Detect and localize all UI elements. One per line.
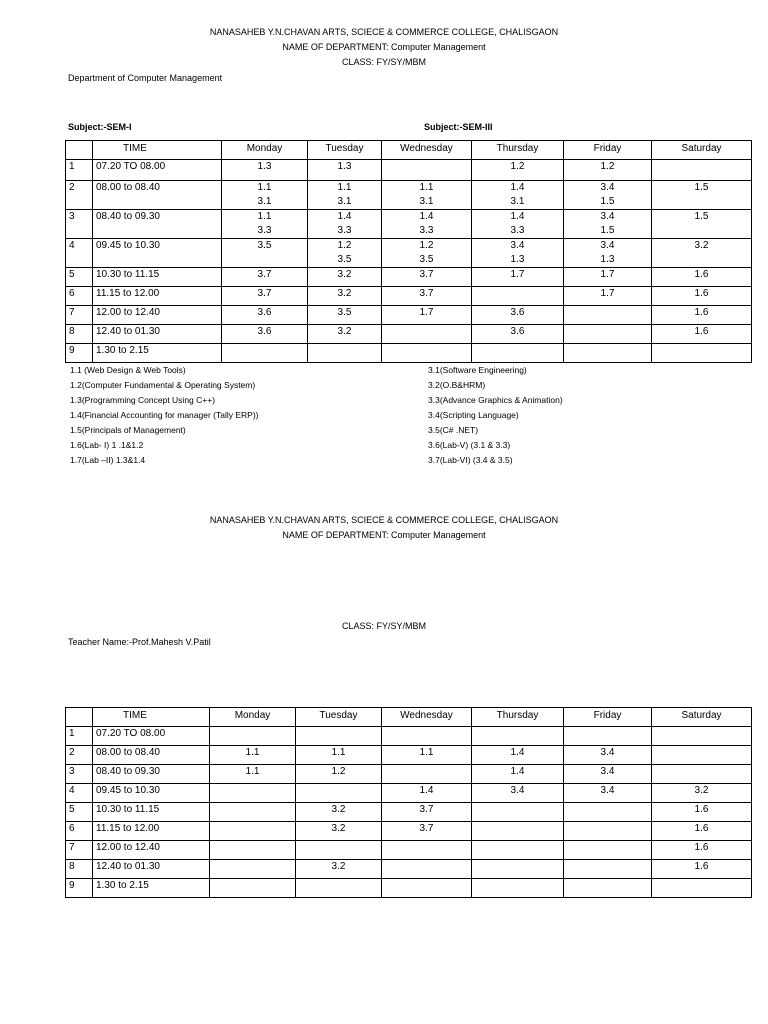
subject-sem-3: Subject:-SEM-III — [424, 122, 493, 132]
cell-time: 12.40 to 01.30 — [93, 325, 222, 344]
table-row — [66, 239, 752, 268]
cell-monday: 3.5 — [222, 239, 308, 268]
cell-friday: 3.4 1.5 — [564, 181, 652, 210]
cell-tuesday — [296, 879, 382, 898]
cell-period: 5 — [66, 803, 93, 822]
cell-time: 08.40 to 09.30 — [93, 210, 222, 239]
table-row — [66, 822, 752, 841]
header-wednesday: Wednesday — [382, 708, 472, 727]
cell-monday — [210, 784, 296, 803]
cell-saturday — [652, 160, 752, 181]
cell-thursday — [472, 860, 564, 879]
cell-friday: 3.4 1.3 — [564, 239, 652, 268]
cell-thursday — [472, 879, 564, 898]
cell-tuesday: 3.5 — [308, 306, 382, 325]
table-row — [66, 879, 752, 898]
legend-sem-3 — [428, 363, 563, 468]
college-name-2: NANASAHEB Y.N.CHAVAN ARTS, SCIECE & COMMERCE COLLEGE, CHALISGAON — [209, 515, 559, 525]
college-name-1: NANASAHEB Y.N.CHAVAN ARTS, SCIECE & COMMERCE COLLEGE, CHALISGAON — [209, 27, 559, 37]
cell-monday — [210, 879, 296, 898]
cell-period: 1 — [66, 727, 93, 746]
table-row — [66, 344, 752, 363]
class-line-2: CLASS: FY/SY/MBM — [341, 621, 427, 631]
cell-tuesday: 3.2 — [308, 287, 382, 306]
table-header-row — [66, 708, 752, 727]
cell-saturday: 1.5 — [652, 181, 752, 210]
legend-item: 1.4(Financial Accounting for manager (Tally ERP)) — [70, 410, 259, 420]
table-row — [66, 841, 752, 860]
cell-thursday: 1.4 3.3 — [472, 210, 564, 239]
cell-saturday: 1.6 — [652, 822, 752, 841]
cell-period: 8 — [66, 860, 93, 879]
cell-saturday: 1.6 — [652, 306, 752, 325]
header-tuesday: Tuesday — [296, 708, 382, 727]
cell-time: 11.15 to 12.00 — [93, 822, 210, 841]
legend-item: 1.2(Computer Fundamental & Operating System) — [70, 380, 256, 390]
header-wednesday: Wednesday — [382, 141, 472, 160]
cell-saturday — [652, 879, 752, 898]
header-saturday: Saturday — [652, 708, 752, 727]
table-row — [66, 803, 752, 822]
table-row — [66, 765, 752, 784]
department-heading: Department of Computer Management — [68, 73, 223, 83]
cell-monday: 1.1 — [210, 746, 296, 765]
cell-saturday: 1.5 — [652, 210, 752, 239]
cell-wednesday: 1.1 — [382, 746, 472, 765]
header-tuesday: Tuesday — [308, 141, 382, 160]
cell-period: 2 — [66, 746, 93, 765]
legend-sem-1 — [70, 363, 259, 468]
cell-tuesday: 1.2 — [296, 765, 382, 784]
cell-saturday: 1.6 — [652, 268, 752, 287]
department-line-1: NAME OF DEPARTMENT: Computer Management — [282, 42, 486, 52]
cell-period: 7 — [66, 841, 93, 860]
legend-item: 1.6(Lab- I) 1 .1&1.2 — [70, 440, 144, 450]
cell-thursday: 1.4 3.1 — [472, 181, 564, 210]
cell-wednesday — [382, 841, 472, 860]
table-row — [66, 181, 752, 210]
legend-item: 3.1(Software Engineering) — [428, 365, 527, 375]
cell-wednesday — [382, 860, 472, 879]
cell-thursday — [472, 344, 564, 363]
cell-monday: 1.3 — [222, 160, 308, 181]
cell-time: 10.30 to 11.15 — [93, 803, 210, 822]
cell-monday — [210, 860, 296, 879]
cell-friday — [564, 803, 652, 822]
cell-friday — [564, 841, 652, 860]
header-period — [66, 708, 93, 727]
cell-saturday: 3.2 — [652, 239, 752, 268]
cell-period: 7 — [66, 306, 93, 325]
cell-monday: 3.6 — [222, 306, 308, 325]
cell-time: 1.30 to 2.15 — [93, 344, 222, 363]
cell-tuesday: 1.3 — [308, 160, 382, 181]
cell-friday — [564, 306, 652, 325]
cell-friday: 3.4 — [564, 784, 652, 803]
cell-monday: 1.1 3.1 — [222, 181, 308, 210]
cell-time: 07.20 TO 08.00 — [93, 727, 210, 746]
header-thursday: Thursday — [472, 141, 564, 160]
cell-friday — [564, 727, 652, 746]
cell-tuesday: 3.2 — [308, 325, 382, 344]
legend-item: 1.3(Programming Concept Using C++) — [70, 395, 216, 405]
legend-item: 1.7(Lab –II) 1.3&1.4 — [70, 455, 146, 465]
cell-tuesday: 1.4 3.3 — [308, 210, 382, 239]
legend-item: 3.6(Lab-V) (3.1 & 3.3) — [428, 440, 511, 450]
cell-time: 09.45 to 10.30 — [93, 784, 210, 803]
cell-thursday: 1.7 — [472, 268, 564, 287]
cell-thursday — [472, 841, 564, 860]
legend-item: 1.5(Principals of Management) — [70, 425, 186, 435]
cell-tuesday — [296, 841, 382, 860]
cell-wednesday — [382, 879, 472, 898]
header-friday: Friday — [564, 141, 652, 160]
cell-friday — [564, 879, 652, 898]
cell-friday: 1.7 — [564, 287, 652, 306]
legend-item: 3.4(Scripting Language) — [428, 410, 519, 420]
cell-period: 9 — [66, 879, 93, 898]
table-row — [66, 306, 752, 325]
header-monday: Monday — [210, 708, 296, 727]
cell-wednesday — [382, 325, 472, 344]
cell-friday: 1.7 — [564, 268, 652, 287]
cell-wednesday — [382, 344, 472, 363]
cell-period: 6 — [66, 287, 93, 306]
cell-monday: 1.1 3.3 — [222, 210, 308, 239]
cell-tuesday: 3.2 — [296, 860, 382, 879]
subject-sem-1: Subject:-SEM-I — [68, 122, 132, 132]
cell-time: 10.30 to 11.15 — [93, 268, 222, 287]
cell-thursday — [472, 822, 564, 841]
legend-item: 3.2(O.B&HRM) — [428, 380, 486, 390]
cell-wednesday — [382, 765, 472, 784]
cell-wednesday: 3.7 — [382, 822, 472, 841]
cell-tuesday — [296, 784, 382, 803]
cell-wednesday: 3.7 — [382, 287, 472, 306]
cell-saturday: 1.6 — [652, 860, 752, 879]
cell-thursday — [472, 803, 564, 822]
cell-tuesday: 3.2 — [308, 268, 382, 287]
table-row — [66, 210, 752, 239]
cell-wednesday: 1.4 3.3 — [382, 210, 472, 239]
cell-friday — [564, 860, 652, 879]
header-time: TIME — [93, 708, 210, 727]
cell-wednesday: 3.7 — [382, 268, 472, 287]
timetable-teacher — [65, 707, 752, 898]
cell-monday — [222, 344, 308, 363]
cell-period: 5 — [66, 268, 93, 287]
cell-time: 11.15 to 12.00 — [93, 287, 222, 306]
cell-tuesday: 1.1 — [296, 746, 382, 765]
teacher-name: Teacher Name:-Prof.Mahesh V.Patil — [68, 637, 211, 647]
cell-saturday — [652, 344, 752, 363]
cell-wednesday: 1.4 — [382, 784, 472, 803]
cell-period: 4 — [66, 239, 93, 268]
table-row — [66, 287, 752, 306]
cell-tuesday: 1.2 3.5 — [308, 239, 382, 268]
cell-time: 1.30 to 2.15 — [93, 879, 210, 898]
table-header-row — [66, 141, 752, 160]
cell-saturday: 1.6 — [652, 841, 752, 860]
cell-saturday: 3.2 — [652, 784, 752, 803]
legend-item: 3.5(C# .NET) — [428, 425, 479, 435]
cell-thursday — [472, 287, 564, 306]
cell-period: 3 — [66, 210, 93, 239]
cell-time: 12.40 to 01.30 — [93, 860, 210, 879]
cell-monday: 1.1 — [210, 765, 296, 784]
cell-saturday: 1.6 — [652, 287, 752, 306]
cell-friday: 3.4 — [564, 746, 652, 765]
cell-monday: 3.7 — [222, 287, 308, 306]
table-row — [66, 860, 752, 879]
cell-saturday — [652, 765, 752, 784]
cell-tuesday: 1.1 3.1 — [308, 181, 382, 210]
cell-wednesday: 3.7 — [382, 803, 472, 822]
cell-friday: 1.2 — [564, 160, 652, 181]
cell-period: 4 — [66, 784, 93, 803]
cell-time: 08.00 to 08.40 — [93, 181, 222, 210]
cell-thursday: 3.4 — [472, 784, 564, 803]
cell-monday: 3.6 — [222, 325, 308, 344]
cell-thursday — [472, 727, 564, 746]
cell-tuesday: 3.2 — [296, 822, 382, 841]
cell-wednesday: 1.2 3.5 — [382, 239, 472, 268]
table-row — [66, 784, 752, 803]
cell-time: 08.40 to 09.30 — [93, 765, 210, 784]
cell-friday — [564, 325, 652, 344]
cell-tuesday: 3.2 — [296, 803, 382, 822]
cell-monday — [210, 822, 296, 841]
table-row — [66, 727, 752, 746]
department-line-2: NAME OF DEPARTMENT: Computer Management — [282, 530, 486, 540]
class-line-1: CLASS: FY/SY/MBM — [341, 57, 427, 67]
cell-monday: 3.7 — [222, 268, 308, 287]
cell-saturday: 1.6 — [652, 803, 752, 822]
cell-friday: 3.4 — [564, 765, 652, 784]
header-period — [66, 141, 93, 160]
timetable-sem — [65, 140, 752, 363]
cell-thursday: 3.6 — [472, 306, 564, 325]
header-monday: Monday — [222, 141, 308, 160]
header-friday: Friday — [564, 708, 652, 727]
cell-time: 12.00 to 12.40 — [93, 306, 222, 325]
cell-saturday — [652, 746, 752, 765]
cell-time: 08.00 to 08.40 — [93, 746, 210, 765]
cell-thursday: 1.4 — [472, 765, 564, 784]
cell-period: 9 — [66, 344, 93, 363]
cell-thursday: 1.2 — [472, 160, 564, 181]
cell-friday — [564, 822, 652, 841]
cell-time: 07.20 TO 08.00 — [93, 160, 222, 181]
cell-monday — [210, 727, 296, 746]
cell-wednesday — [382, 160, 472, 181]
cell-friday — [564, 344, 652, 363]
cell-thursday: 3.6 — [472, 325, 564, 344]
cell-period: 6 — [66, 822, 93, 841]
cell-friday: 3.4 1.5 — [564, 210, 652, 239]
cell-monday — [210, 841, 296, 860]
cell-period: 1 — [66, 160, 93, 181]
header-thursday: Thursday — [472, 708, 564, 727]
legend-item: 3.7(Lab-VI) (3.4 & 3.5) — [428, 455, 513, 465]
cell-tuesday — [308, 344, 382, 363]
cell-time: 09.45 to 10.30 — [93, 239, 222, 268]
header-saturday: Saturday — [652, 141, 752, 160]
table-row — [66, 268, 752, 287]
legend-item: 1.1 (Web Design & Web Tools) — [70, 365, 186, 375]
cell-saturday — [652, 727, 752, 746]
table-row — [66, 325, 752, 344]
cell-thursday: 3.4 1.3 — [472, 239, 564, 268]
cell-period: 8 — [66, 325, 93, 344]
header-time: TIME — [93, 141, 222, 160]
cell-tuesday — [296, 727, 382, 746]
cell-wednesday: 1.7 — [382, 306, 472, 325]
cell-time: 12.00 to 12.40 — [93, 841, 210, 860]
cell-wednesday: 1.1 3.1 — [382, 181, 472, 210]
legend-item: 3.3(Advance Graphics & Animation) — [428, 395, 563, 405]
cell-period: 3 — [66, 765, 93, 784]
cell-monday — [210, 803, 296, 822]
cell-wednesday — [382, 727, 472, 746]
cell-saturday: 1.6 — [652, 325, 752, 344]
table-row — [66, 746, 752, 765]
cell-thursday: 1.4 — [472, 746, 564, 765]
table-row — [66, 160, 752, 181]
cell-period: 2 — [66, 181, 93, 210]
